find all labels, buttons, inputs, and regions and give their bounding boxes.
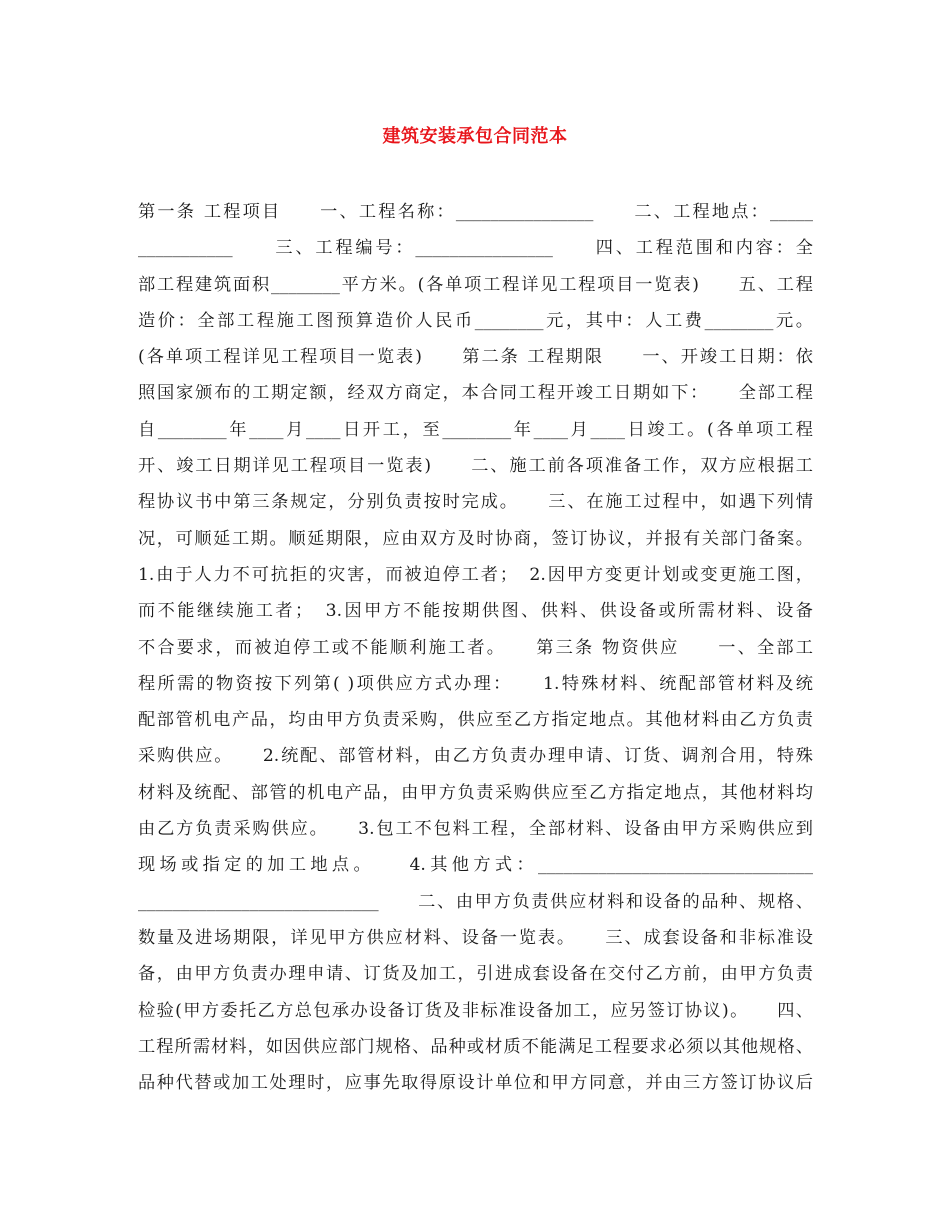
body-line-3: 部工程建筑面积________平方米。(各单项工程详见工程项目一览表) 五、工程 bbox=[138, 274, 813, 295]
body-line-23: 检验(甲方委托乙方总包承办设备订货及非标准设备加工，应另签订协议)。 四、 bbox=[138, 1000, 813, 1021]
body-line-5: (各单项工程详见工程项目一览表) 第二条 工程期限 一、开竣工日期：依 bbox=[138, 347, 813, 368]
body-line-13: 不合要求，而被迫停工或不能顺利施工者。 第三条 物资供应 一、全部工 bbox=[138, 637, 813, 658]
document-title: 建筑安装承包合同范本 bbox=[382, 126, 568, 147]
body-line-12: 而不能继续施工者； 3.因甲方不能按期供图、供料、供设备或所需材料、设备 bbox=[138, 601, 813, 622]
body-line-19: 现场或指定的加工地点。 4.其他方式：________________________________ bbox=[138, 855, 813, 876]
body-line-20: ____________________________ 二、由甲方负责供应材料和设备的品种、规格、 bbox=[138, 891, 813, 912]
body-line-1: 第一条 工程项目 一、工程名称：________________ 二、工程地点：_____ bbox=[138, 202, 813, 222]
body-line-10: 况，可顺延工期。顺延期限，应由双方及时协商，签订协议，并报有关部门备案。 bbox=[138, 528, 813, 549]
contract-body bbox=[138, 194, 813, 1101]
body-line-17: 材料及统配、部管的机电产品，由甲方负责采购供应至乙方指定地点，其他材料均 bbox=[138, 782, 813, 803]
body-line-22: 备，由甲方负责办理申请、订货及加工，引进成套设备在交付乙方前，由甲方负责 bbox=[138, 964, 813, 985]
body-line-6: 照国家颁布的工期定额，经双方商定，本合同工程开竣工日期如下： 全部工程 bbox=[138, 383, 813, 404]
body-line-18: 由乙方负责采购供应。 3.包工不包料工程，全部材料、设备由甲方采购供应到 bbox=[138, 819, 813, 840]
body-line-24: 工程所需材料，如因供应部门规格、品种或材质不能满足工程要求必须以其他规格、 bbox=[138, 1036, 813, 1057]
body-line-7: 自________年____月____日开工，至________年____月____日竣工。(各单项工程 bbox=[138, 419, 813, 440]
body-line-2: ___________ 三、工程编号：________________ 四、工程范围和内容：全 bbox=[138, 238, 813, 259]
body-line-8: 开、竣工日期详见工程项目一览表) 二、施工前各项准备工作，双方应根据工 bbox=[138, 456, 813, 477]
body-line-25: 品种代替或加工处理时，应事先取得原设计单位和甲方同意，并由三方签订协议后 bbox=[138, 1073, 813, 1094]
body-line-16: 采购供应。 2.统配、部管材料，由乙方负责办理申请、订货、调剂合用，特殊 bbox=[138, 746, 813, 767]
body-line-4: 造价：全部工程施工图预算造价人民币________元，其中：人工费________元。 bbox=[138, 310, 813, 331]
body-line-9: 程协议书中第三条规定，分别负责按时完成。 三、在施工过程中，如遇下列情 bbox=[138, 492, 813, 513]
body-line-14: 程所需的物资按下列第( )项供应方式办理： 1.特殊材料、统配部管材料及统 bbox=[138, 673, 813, 694]
body-line-15: 配部管机电产品，均由甲方负责采购，供应至乙方指定地点。其他材料由乙方负责 bbox=[138, 710, 813, 731]
body-line-11: 1.由于人力不可抗拒的灾害，而被迫停工者； 2.因甲方变更计划或变更施工图， bbox=[138, 564, 813, 585]
body-line-21: 数量及进场期限，详见甲方供应材料、设备一览表。 三、成套设备和非标准设 bbox=[138, 927, 813, 948]
